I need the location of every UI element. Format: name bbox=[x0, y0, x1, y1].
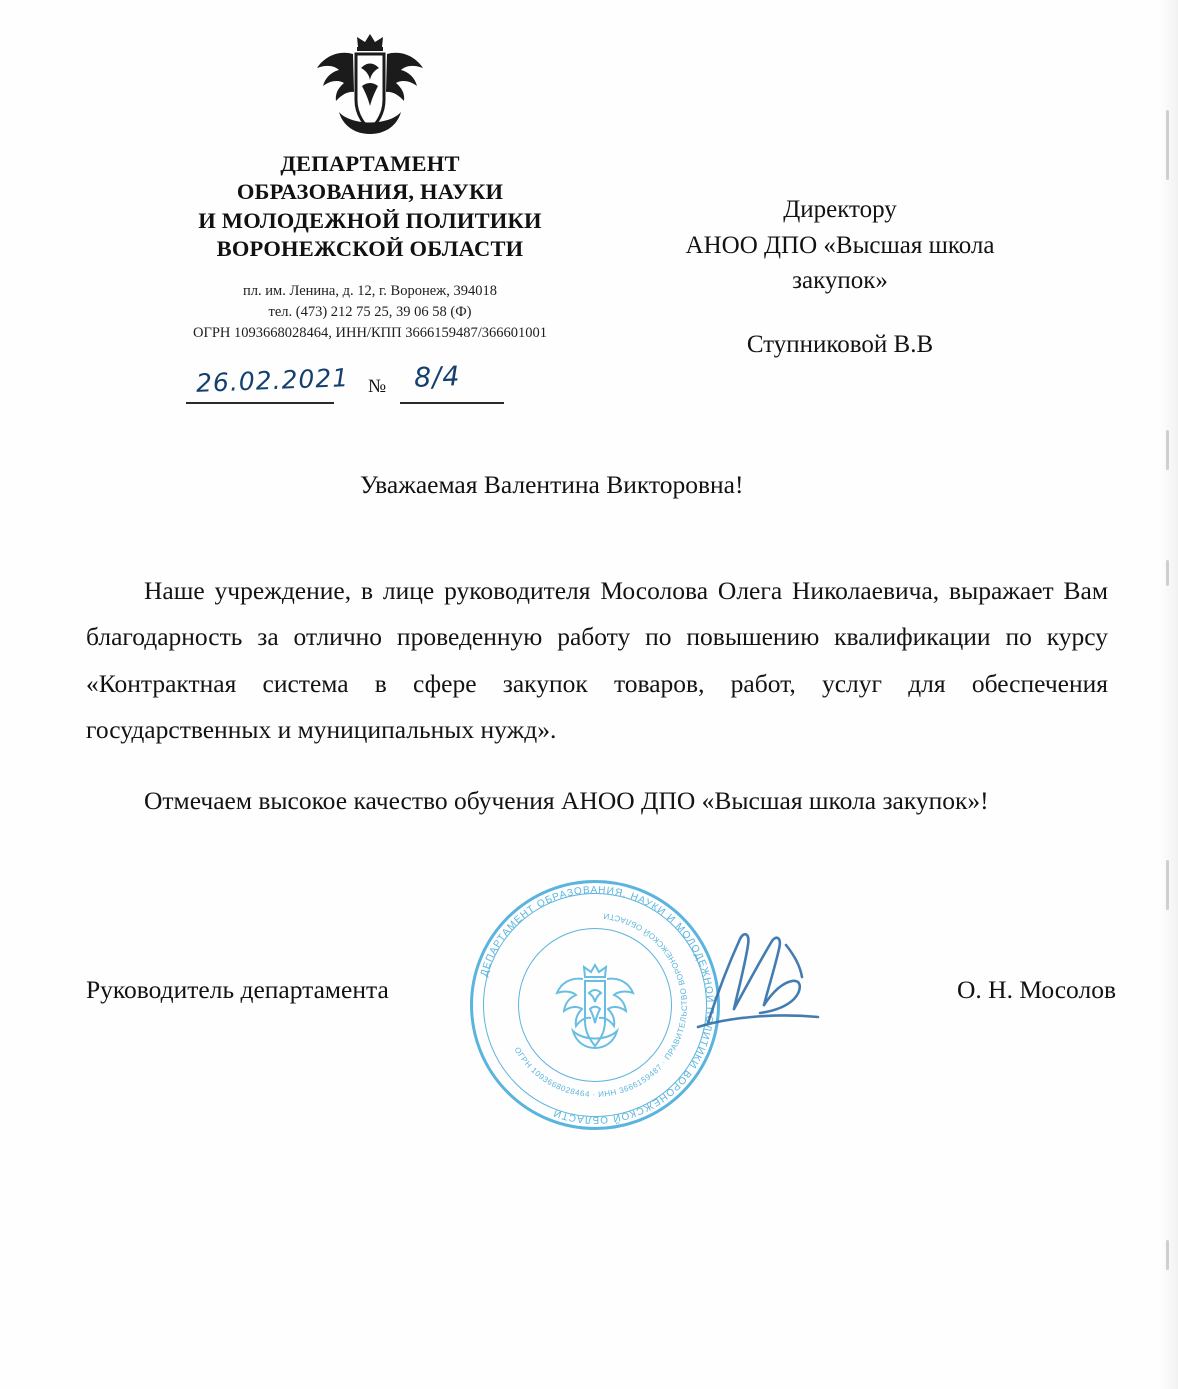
signer-name: О. Н. Мосолов bbox=[956, 975, 1116, 1004]
scan-artifact bbox=[1166, 560, 1169, 586]
svg-text:ДЕПАРТАМЕНТ ОБРАЗОВАНИЯ, НАУКИ: ДЕПАРТАМЕНТ ОБРАЗОВАНИЯ, НАУКИ И МОЛОДЕЖНОЙ ПОЛИТИКИ ВОРОНЕЖСКОЙ ОБЛАСТИ bbox=[478, 884, 716, 1126]
address-line: пл. им. Ленина, д. 12, г. Воронеж, 394018 bbox=[243, 283, 497, 300]
addressee-role: Директору bbox=[783, 196, 897, 223]
date-rule bbox=[186, 402, 334, 404]
phone-line: тел. (473) 212 75 25, 39 06 58 (Ф) bbox=[268, 304, 472, 321]
registration-number: 8/4 bbox=[413, 361, 462, 394]
svg-text:ОГРН 1093668028464 · ИНН 36661: ОГРН 1093668028464 · ИНН 3666159487 · ПРАВИТЕЛЬСТВО ВОРОНЕЖСКОЙ ОБЛАСТИ bbox=[512, 911, 690, 1100]
organization-line-4: ВОРОНЕЖСКОЙ ОБЛАСТИ bbox=[216, 236, 524, 262]
scan-artifact bbox=[1166, 860, 1169, 910]
organization-line-2: ОБРАЗОВАНИЯ, НАУКИ bbox=[236, 179, 504, 205]
addressee-name: Ступниковой В.В bbox=[746, 330, 934, 358]
addressee-block bbox=[640, 192, 1040, 362]
registration-line bbox=[186, 360, 506, 406]
body-paragraph-2: Отмечаем высокое качество обучения АНОО ДПО «Высшая школа закупок»! bbox=[144, 785, 989, 815]
registration-codes-line: ОГРН 1093668028464, ИНН/КПП 3666159487/366601001 bbox=[193, 325, 547, 342]
official-stamp bbox=[470, 880, 720, 1130]
letterhead bbox=[150, 30, 590, 344]
handwritten-signature bbox=[690, 905, 840, 1055]
signer-position: Руководитель департамента bbox=[86, 975, 389, 1004]
organization-name bbox=[150, 150, 590, 263]
number-label: № bbox=[368, 376, 387, 397]
body-paragraph-1: Наше учреждение, в лице руководителя Мосолова Олега Николаевича, выражает Вам благодарность за отлично проведенную работу по повышению квалификации по курсу «Контрактная система в сфере закупок товаров, работ, услуг для обеспечения государственных и муниципальных нужд». bbox=[86, 576, 1108, 745]
organization-line-3: И МОЛОДЕЖНОЙ ПОЛИТИКИ bbox=[198, 207, 542, 233]
scan-artifact bbox=[1166, 1240, 1169, 1270]
registration-date: 26.02.2021 bbox=[195, 363, 350, 398]
addressee-organization: АНОО ДПО «Высшая школа закупок» bbox=[685, 231, 995, 294]
organization-address bbox=[150, 281, 590, 344]
salutation: Уважаемая Валентина Викторовна! bbox=[360, 470, 744, 499]
scan-edge-shading bbox=[1160, 0, 1178, 1389]
organization-line-1: ДЕПАРТАМЕНТ bbox=[280, 151, 460, 176]
scan-artifact bbox=[1166, 110, 1169, 180]
scan-artifact bbox=[1166, 430, 1169, 470]
stamp-coat-of-arms-icon bbox=[549, 959, 641, 1051]
letter-body bbox=[86, 568, 1108, 828]
number-rule bbox=[400, 402, 504, 404]
coat-of-arms-icon bbox=[305, 30, 435, 142]
